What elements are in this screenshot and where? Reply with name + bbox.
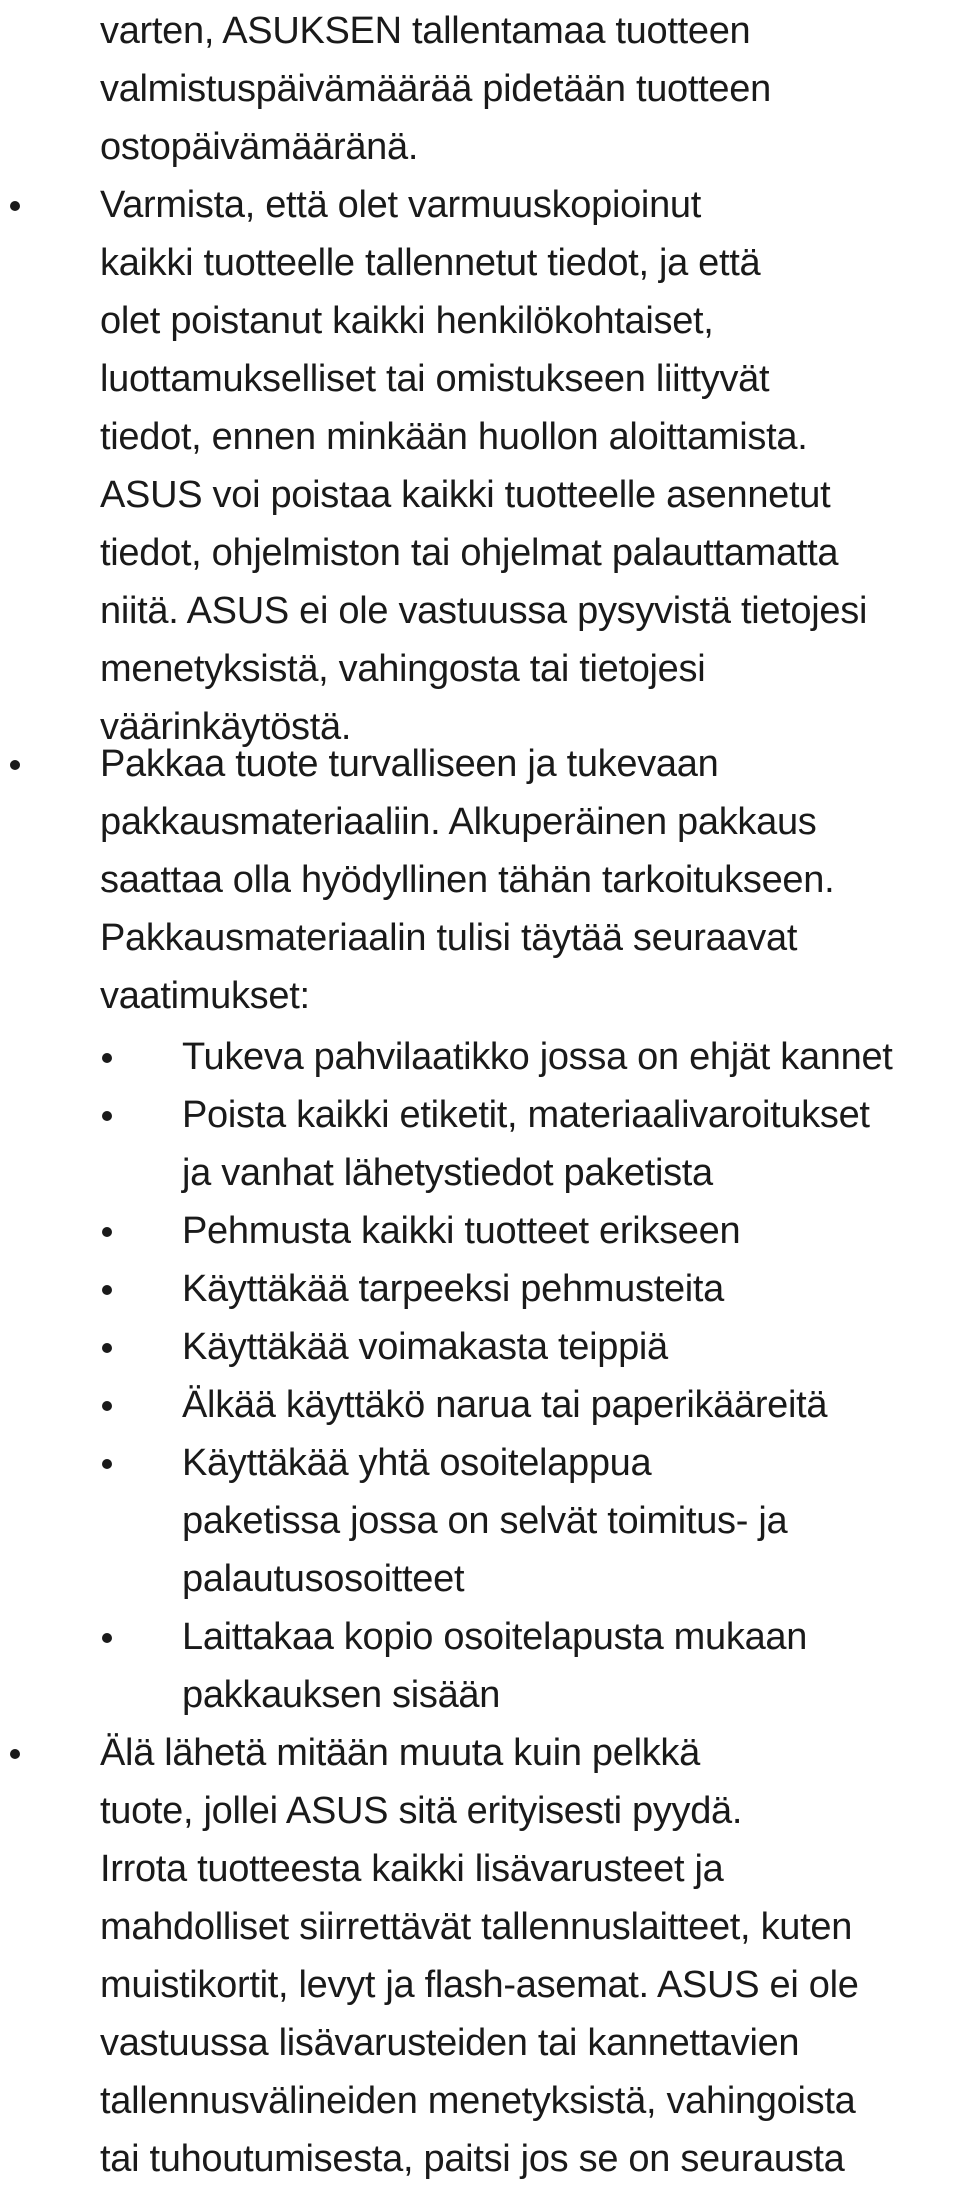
text-line: ostopäivämääränä. bbox=[100, 126, 419, 168]
sub-bullet-dot-icon bbox=[102, 1343, 112, 1353]
text-line: Laittakaa kopio osoitelapusta mukaan bbox=[182, 1616, 808, 1658]
text-line: ja vanhat lähetystiedot paketista bbox=[182, 1152, 713, 1194]
continuation-paragraph bbox=[100, 2, 960, 176]
bullet-dot-icon bbox=[10, 201, 20, 211]
sub-list-item bbox=[182, 1086, 960, 1202]
bullet-dot-icon bbox=[10, 1749, 20, 1759]
text-line: tiedot, ohjelmiston tai ohjelmat palauttamatta bbox=[100, 532, 839, 574]
text-line: Älkää käyttäkö narua tai paperikääreitä bbox=[182, 1384, 828, 1426]
sub-bullet-dot-icon bbox=[102, 1285, 112, 1295]
sub-bullet-dot-icon bbox=[102, 1053, 112, 1063]
text-line: Pehmusta kaikki tuotteet erikseen bbox=[182, 1210, 741, 1252]
text-line: Tukeva pahvilaatikko jossa on ehjät kannet bbox=[182, 1036, 893, 1078]
sub-list-item bbox=[182, 1376, 960, 1434]
text-line: mahdolliset siirrettävät tallennuslaitteet, kuten bbox=[100, 1906, 853, 1948]
text-line: olet poistanut kaikki henkilökohtaiset, bbox=[100, 300, 714, 342]
text-line: Älä lähetä mitään muuta kuin pelkkä bbox=[100, 1732, 700, 1774]
text-line: tai tuhoutumisesta, paitsi jos se on seurausta bbox=[100, 2138, 845, 2180]
sub-bullet-dot-icon bbox=[102, 1111, 112, 1121]
text-line: tuote, jollei ASUS sitä erityisesti pyydä. bbox=[100, 1790, 743, 1832]
text-line: Käyttäkää tarpeeksi pehmusteita bbox=[182, 1268, 725, 1310]
sub-list-item bbox=[182, 1608, 960, 1724]
text-line: Irrota tuotteesta kaikki lisävarusteet ja bbox=[100, 1848, 724, 1890]
sub-list-item bbox=[182, 1434, 960, 1608]
sub-list-item bbox=[182, 1260, 960, 1318]
text-line: luottamukselliset tai omistukseen liittyvät bbox=[100, 358, 770, 400]
bullet-dot-icon bbox=[10, 760, 20, 770]
text-line: Pakkausmateriaalin tulisi täytää seuraavat bbox=[100, 917, 798, 959]
sub-list-item bbox=[182, 1202, 960, 1260]
text-line: väärinkäytöstä. bbox=[100, 706, 352, 748]
text-line: palautusosoitteet bbox=[182, 1558, 465, 1600]
text-line: Poista kaikki etiketit, materiaalivaroitukset bbox=[182, 1094, 870, 1136]
text-line: muistikortit, levyt ja flash-asemat. ASUS ei ole bbox=[100, 1964, 859, 2006]
text-line: pakkauksen sisään bbox=[182, 1674, 501, 1716]
text-line: niitä. ASUS ei ole vastuussa pysyvistä tietojesi bbox=[100, 590, 868, 632]
text-line: menetyksistä, vahingosta tai tietojesi bbox=[100, 648, 706, 690]
text-line: tallennusvälineiden menetyksistä, vahingoista bbox=[100, 2080, 856, 2122]
bullet-send-paragraph bbox=[100, 1724, 960, 2188]
sub-bullet-dot-icon bbox=[102, 1459, 112, 1469]
sub-bullet-dot-icon bbox=[102, 1401, 112, 1411]
text-line: tiedot, ennen minkään huollon aloittamista. bbox=[100, 416, 808, 458]
sub-list-item bbox=[182, 1028, 960, 1086]
bullet-backup-paragraph bbox=[100, 176, 960, 756]
bullet-pack-paragraph bbox=[100, 735, 960, 1025]
text-line: saattaa olla hyödyllinen tähän tarkoitukseen. bbox=[100, 859, 835, 901]
text-line: pakkausmateriaaliin. Alkuperäinen pakkaus bbox=[100, 801, 817, 843]
text-line: paketissa jossa on selvät toimitus- ja bbox=[182, 1500, 788, 1542]
text-line: Pakkaa tuote turvalliseen ja tukevaan bbox=[100, 743, 719, 785]
text-line: Käyttäkää voimakasta teippiä bbox=[182, 1326, 668, 1368]
text-line: Käyttäkää yhtä osoitelappua bbox=[182, 1442, 652, 1484]
sub-list-item bbox=[182, 1318, 960, 1376]
text-line: valmistuspäivämäärää pidetään tuotteen bbox=[100, 68, 771, 110]
text-line: Varmista, että olet varmuuskopioinut bbox=[100, 184, 702, 226]
text-line: kaikki tuotteelle tallennetut tiedot, ja että bbox=[100, 242, 761, 284]
text-line: varten, ASUKSEN tallentamaa tuotteen bbox=[100, 10, 751, 52]
sub-bullet-dot-icon bbox=[102, 1227, 112, 1237]
sub-bullet-dot-icon bbox=[102, 1633, 112, 1643]
text-line: vaatimukset: bbox=[100, 975, 310, 1017]
text-line: vastuussa lisävarusteiden tai kannettavien bbox=[100, 2022, 800, 2064]
text-line: ASUS voi poistaa kaikki tuotteelle asennetut bbox=[100, 474, 831, 516]
